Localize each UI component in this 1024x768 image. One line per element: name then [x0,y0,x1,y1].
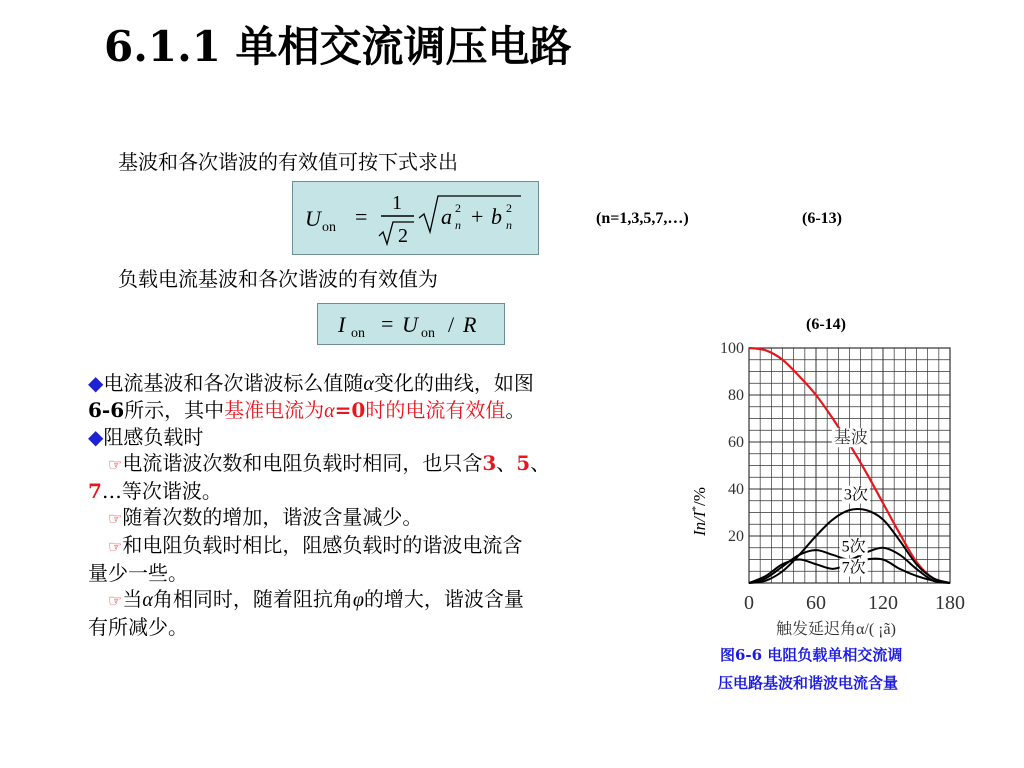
figure-caption-line-2: 压电路基波和谐波电流含量 [718,674,899,692]
eq1-condition: (n=1,3,5,7,…) [596,210,689,227]
sub-1-text-a: 电流谐波次数和电阻负载时相同，也只含 [122,451,483,475]
bullet-1-text-b: 变化的曲线，如图 [373,371,534,395]
equation-box-6-13 [292,181,539,255]
equation-6-14 [318,304,504,344]
series-label-5th: 5次 [841,538,866,556]
y-tick-label: 100 [720,340,744,357]
harmonic-3: 3 [482,451,497,475]
eq-a: a [441,204,452,229]
series-label-3rd: 3次 [843,486,868,504]
bullet-1-line-1 [88,370,678,397]
x-tick-label: 180 [935,592,965,614]
y-tick-label: 40 [728,481,744,498]
sqrt-sign-small [379,222,414,244]
eq2-slash: / [448,312,455,337]
eq2-u-sub: on [421,326,435,341]
sub-1-text-b: …等次谐波。 [101,479,222,503]
eq-equals: = [355,204,368,229]
series-label-7th: 7次 [841,559,866,577]
eq-a-sub: n [455,218,461,232]
eq-a-sup: 2 [455,201,461,215]
sub-4-text-b: 角相同时，随着阻抗角 [152,587,353,611]
diamond-bullet-icon: ◆ [88,371,104,395]
eq2-r: R [463,312,477,337]
diamond-bullet-icon: ◆ [88,425,104,449]
sub-bullet-4-line-2 [88,614,678,640]
bullet-block [88,370,678,640]
sub-bullet-3-line-1 [88,532,678,560]
x-axis-label: 触发延迟角α/( ¡ã) [776,621,896,638]
eq2-equals: = [381,311,394,336]
eq-plus: + [471,204,484,229]
harmonic-current-chart [688,335,988,645]
eq2-i: I [338,312,346,337]
bullet-1-end: 。 [505,398,526,422]
x-tick-label: 120 [868,592,898,614]
sub-4-text-a: 当 [122,587,143,611]
eq-numerator: 1 [392,192,402,214]
hand-pointer-icon: ☞ [108,509,123,528]
page-title: 6.1.1 单相交流调压电路 [104,22,572,71]
sub-bullet-4-line-1 [88,586,678,614]
hand-pointer-icon: ☞ [108,455,123,474]
figure-caption-line-1: 图6-6 电阻负载单相交流调 [720,646,903,664]
eq2-u: U [402,312,418,337]
eq-u: U [305,206,321,231]
sub-3-text-b: 量少一些。 [88,561,188,585]
highlight-text-3: 时的电流有效值 [365,398,506,422]
phi-symbol: φ [352,589,364,611]
eq-b: b [491,204,502,229]
highlight-alpha: α [324,400,335,422]
eq-b-sub: n [506,218,512,232]
alpha-symbol: α [363,373,374,395]
eq2-i-sub: on [351,326,365,341]
highlight-text-1: 基准电流为 [224,398,325,422]
x-tick-label: 0 [744,592,754,614]
harmonic-5: 5 [516,451,531,475]
x-tick-label: 60 [806,592,826,614]
figure-ref: 6-6 [88,398,125,422]
y-tick-label: 20 [728,528,744,545]
sub-3-text-a: 和电阻负载时相比，阻感负载时的谐波电流含 [122,533,523,557]
sub-bullet-2 [88,504,678,532]
equation-6-13 [293,182,538,254]
intro2-text: 负载电流基波和各次谐波的有效值为 [118,267,438,291]
sub-2-text: 随着次数的增加，谐波含量减少。 [122,505,423,529]
y-tick-label: 60 [728,434,744,451]
bullet-1-line-2 [88,397,678,424]
sub-bullet-1-line-2 [88,478,678,504]
equation-box-6-14 [317,303,505,345]
sub-4-text-d: 有所减少。 [88,615,188,639]
bullet-1-text-a: 电流基波和各次谐波标么值随 [103,371,364,395]
eq-denominator: 2 [398,225,408,247]
eq-u-sub: on [322,220,336,235]
eq1-label: (6-13) [802,210,842,227]
eq-b-sup: 2 [506,201,512,215]
sub-bullet-1-line-1 [88,450,678,478]
eq2-label: (6-14) [806,316,846,333]
harmonic-7: 7 [88,479,102,503]
highlight-text-2: =0 [334,398,366,422]
intro-text: 基波和各次谐波的有效值可按下式求出 [118,150,458,174]
sub-bullet-3-line-2 [88,560,678,586]
alpha-symbol: α [142,589,153,611]
bullet-2-text: 阻感负载时 [103,425,204,449]
separator: 、 [496,451,517,475]
separator: 、 [530,451,551,475]
y-axis-label: In/I*/% [690,487,709,536]
y-tick-label: 80 [728,387,744,404]
sub-4-text-c: 的增大，谐波含量 [363,587,524,611]
hand-pointer-icon: ☞ [108,537,123,556]
hand-pointer-icon: ☞ [108,591,123,610]
bullet-1-text-d: 所示，其中 [124,398,225,422]
series-label-fundamental: 基波 [833,428,868,448]
bullet-2 [88,424,678,450]
